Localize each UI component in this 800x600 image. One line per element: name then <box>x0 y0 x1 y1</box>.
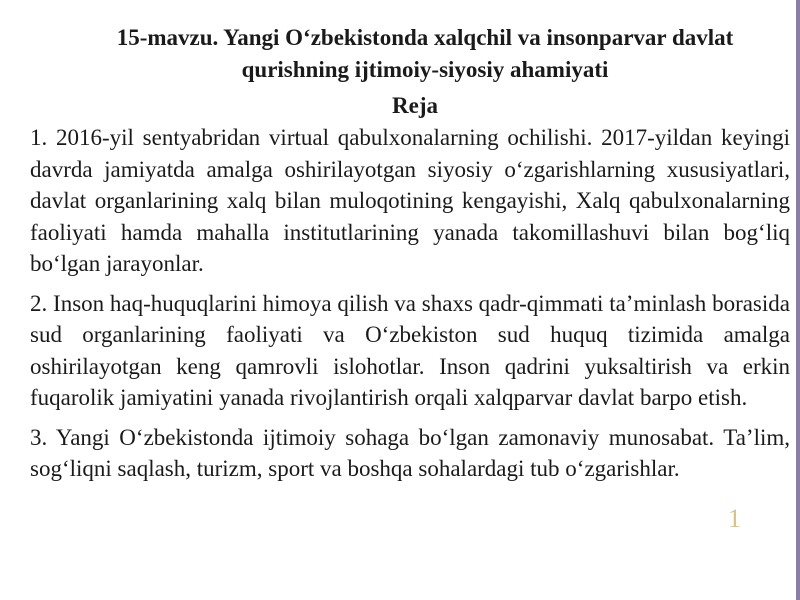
slide-content <box>30 22 790 485</box>
section-heading-reja: Reja <box>392 93 438 118</box>
plan-item-3: 3. Yangi O‘zbekistonda ijtimoiy sohaga bo‘lgan zamonaviy munosabat. Ta’lim, sog‘liqni saqlash, turizm, sport va boshqa sohalardagi tub o‘zgarishlar. <box>30 424 790 481</box>
slide-title-line-2: qurishning ijtimoiy-siyosiy ahamiyati <box>241 57 609 82</box>
plan-item-2: 2. Inson haq-huquqlarini himoya qilish va shaxs qadr-qimmati ta’minlash borasida sud organlarining faoliyati va O‘zbekiston sud huquq tizimida amalga oshirilayotgan keng qamrovli islohotlar. Inson qadrini yuksaltirish va erkin fuqarolik jamiyatini yanada rivojlantirish orqali xalqparvar davlat barpo etish. <box>30 290 790 410</box>
page-number: 1 <box>728 504 741 533</box>
plan-item-1: 1. 2016-yil sentyabridan virtual qabulxonalarning ochilishi. 2017-yildan keyingi davrda jamiyatda amalga oshirilayotgan siyosiy o‘zgarishlarning xususiyatlari, davlat organlarining xalq bilan muloqotining kengayishi, Xalq qabulxonalarning faoliyati hamda mahalla institutlarining yanada takomillashuvi bilan bog‘liq bo‘lgan jarayonlar. <box>30 125 790 276</box>
slide-title: 15-mavzu. Yangi O‘zbekistonda xalqchil va insonparvar davlat <box>116 25 734 50</box>
right-edge-rule <box>796 0 800 600</box>
